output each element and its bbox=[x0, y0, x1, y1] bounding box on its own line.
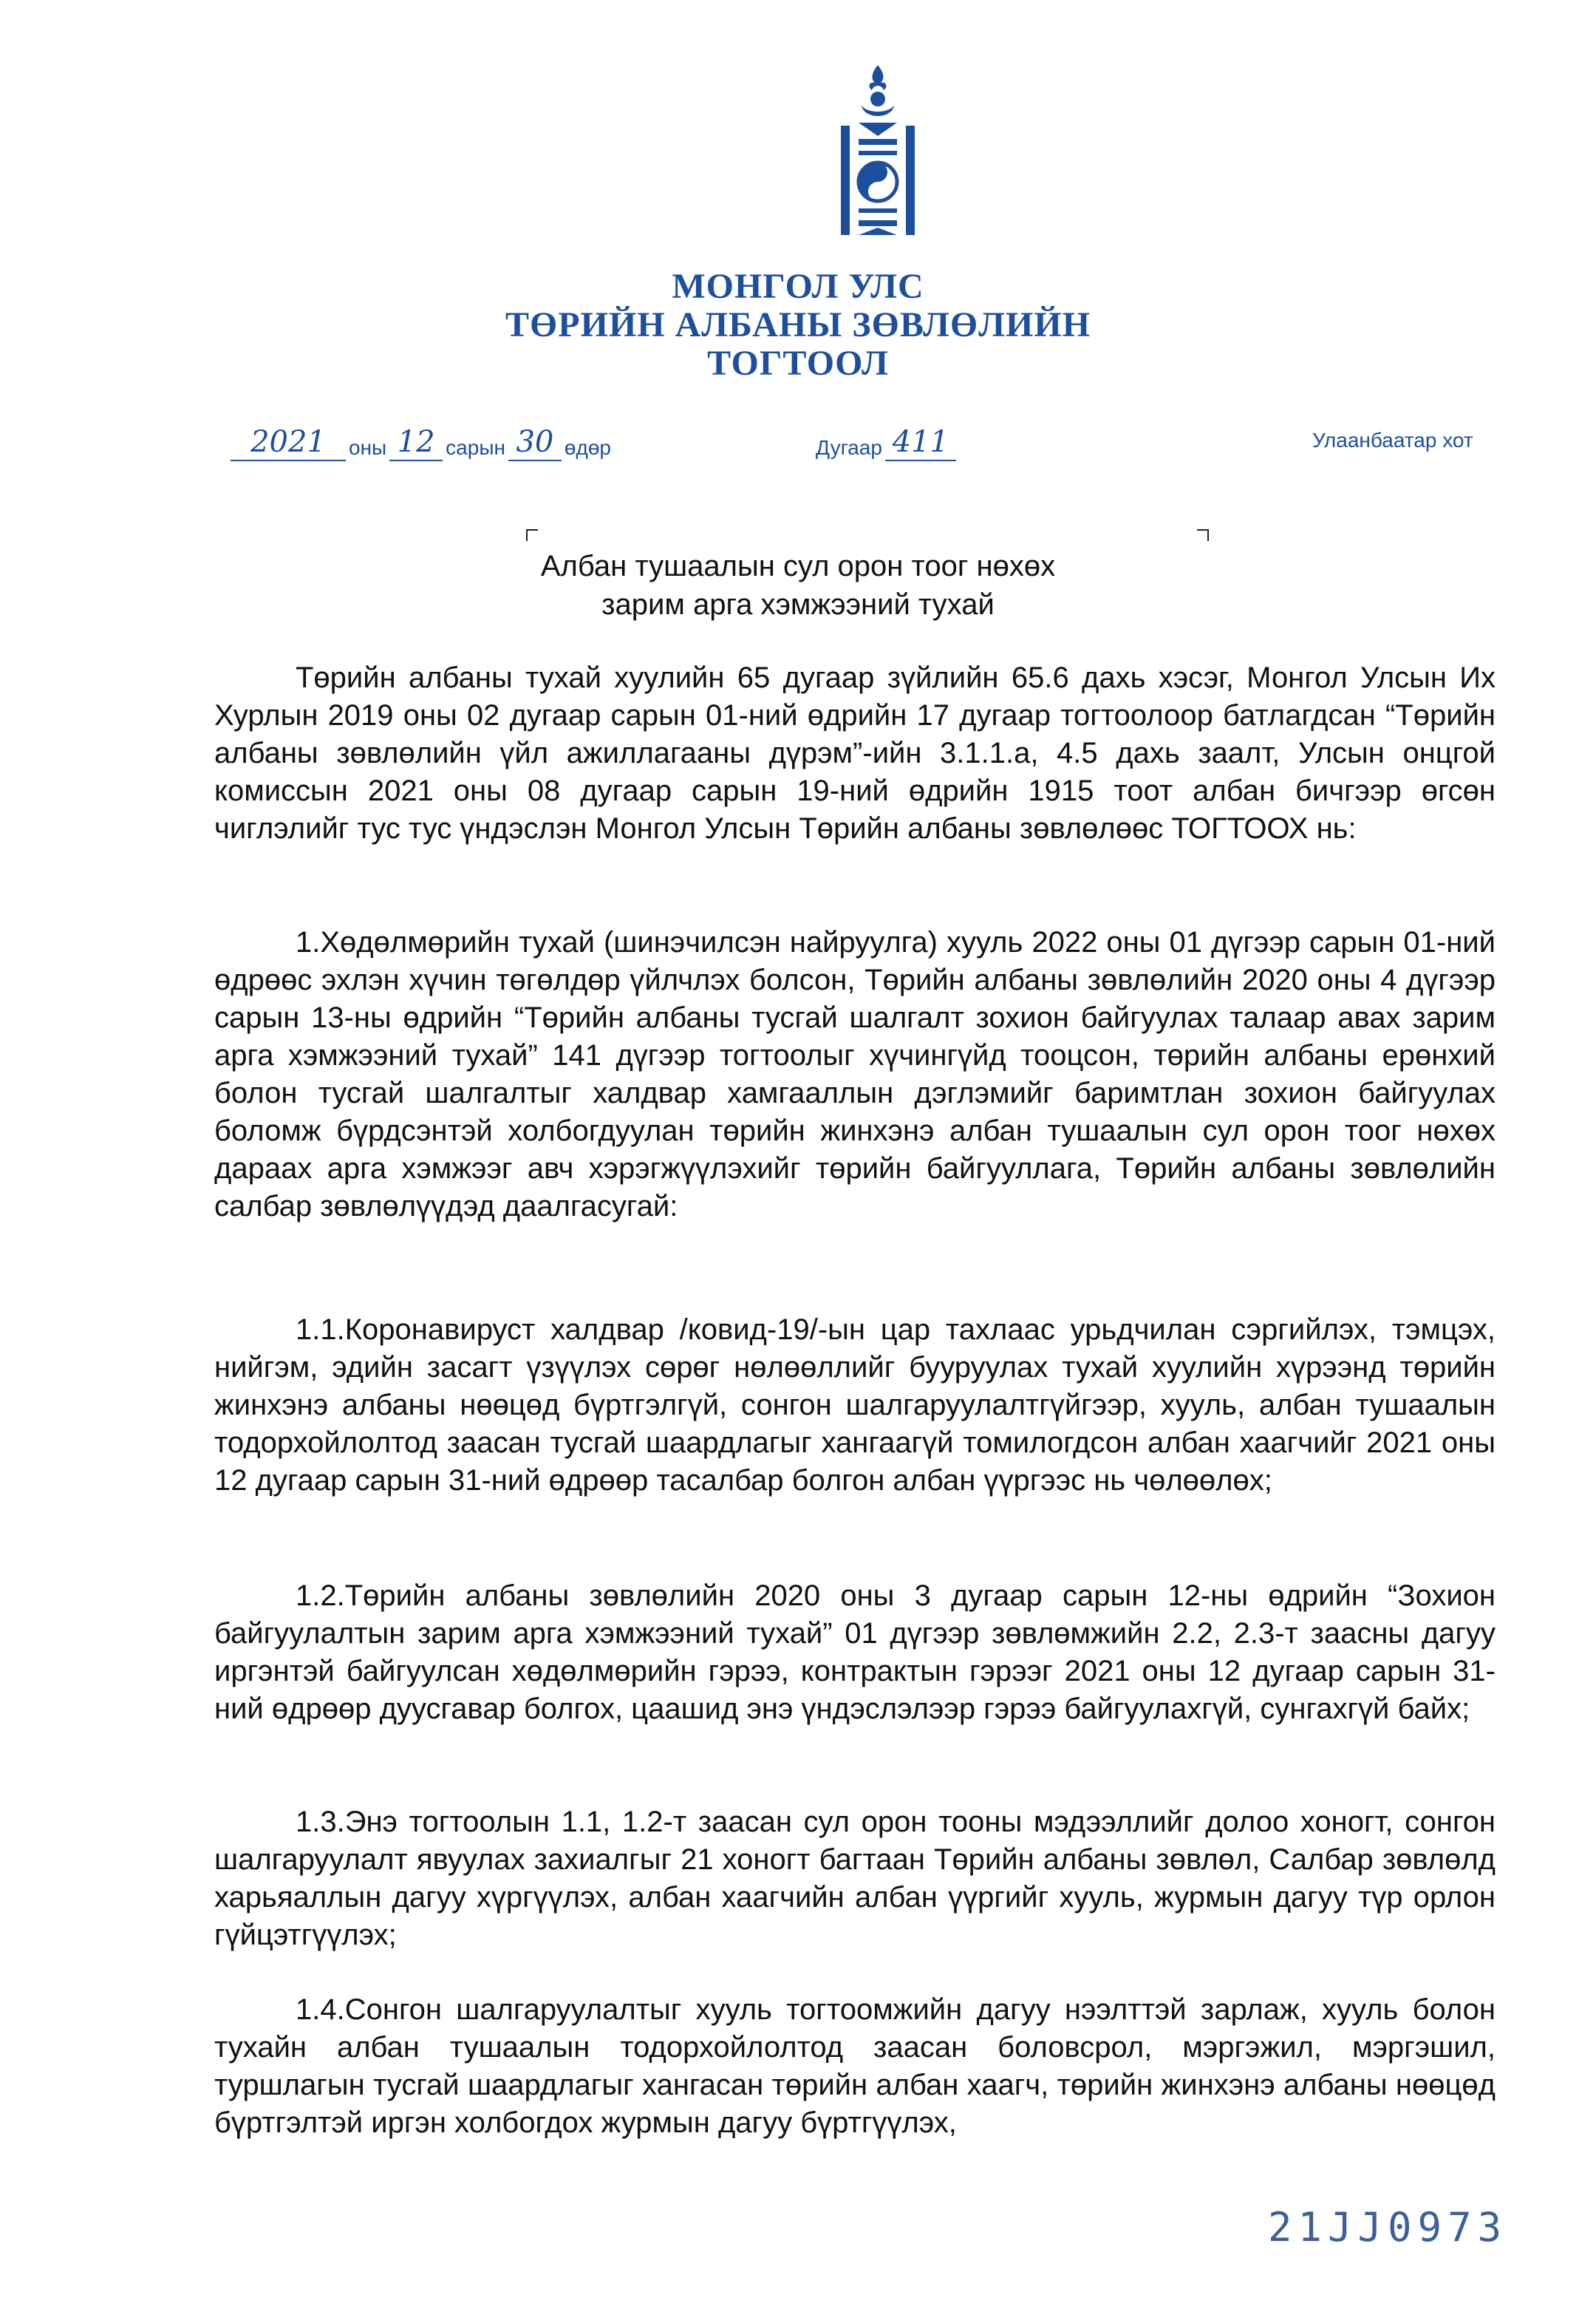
item-1-4-paragraph bbox=[214, 1991, 1496, 2142]
item-1-1-paragraph bbox=[214, 1311, 1496, 1500]
doc-number: 411 bbox=[885, 424, 956, 461]
document-title bbox=[0, 547, 1596, 624]
date-line bbox=[231, 424, 614, 461]
preamble-text: Төрийн албаны тухай хуулийн 65 дугаар зүйлийн 65.6 дахь хэсэг, Монгол Улсын Их Хурлын 2019 оны 02 дугаар сарын 01-ний өдрийн 17 дугаар тогтоолоор батлагдсан “Төрийн албаны зөвлөлийн үйл ажиллагааны дүрэм”-ийн 3.1.1.а, 4.5 дахь заалт, Улсын онцгой комиссын 2021 оны 08 дугаар сарын 19-ний өдрийн 1915 тоот албан бичгээр өгсөн чиглэлийг тус тус үндэслэн Монгол Улсын Төрийн албаны зөвлөлөөс ТОГТООХ нь: bbox=[214, 661, 1496, 845]
date-year: 2021 bbox=[231, 424, 346, 461]
number-line bbox=[813, 424, 956, 461]
day-label: өдөр bbox=[564, 436, 611, 459]
month-label: сарын bbox=[446, 436, 505, 459]
title-line-1: Албан тушаалын сул орон тоог нөхөх bbox=[540, 550, 1056, 582]
year-label: оны bbox=[349, 436, 387, 459]
header-country: МОНГОЛ УЛС bbox=[672, 267, 924, 306]
header-organization: ТӨРИЙН АЛБАНЫ ЗӨВЛӨЛИЙН bbox=[505, 305, 1091, 344]
number-label: Дугаар bbox=[816, 436, 882, 459]
preamble-paragraph bbox=[214, 659, 1496, 848]
item-1-2-paragraph bbox=[214, 1577, 1496, 1728]
title-corner-right bbox=[1197, 529, 1209, 541]
title-line-2: зарим арга хэмжээний тухай bbox=[601, 588, 995, 621]
item-1-text: 1.Хөдөлмөрийн тухай (шинэчилсэн найруулга) хууль 2022 оны 01 дүгээр сарын 01-ний өдрөөс эхлэн хүчин төгөлдөр үйлчлэх болсон, Төрийн албаны зөвлөлийн 2020 оны 4 дүгээр сарын 13-ны өдрийн “Төрийн албаны тусгай шалгалт зохион байгуулах талаар авах зарим арга хэмжээний тухай” 141 дүгээр тогтоолыг хүчингүйд тооцсон, төрийн албаны ерөнхий болон тусгай шалгалтыг халдвар хамгааллын дэглэмийг баримтлан зохион байгуулах боломж бүрдсэнтэй холбогдуулан төрийн жинхэнэ албан тушаалын сул орон тоог нөхөх дараах арга хэмжээг авч хэрэгжүүлэхийг төрийн байгууллага, Төрийн албаны зөвлөлийн салбар зөвлөлүүдэд даалгасугай: bbox=[214, 926, 1496, 1222]
item-1-3-paragraph bbox=[214, 1803, 1496, 1954]
date-month: 12 bbox=[389, 424, 443, 461]
item-1-3-text: 1.3.Энэ тогтоолын 1.1, 1.2-т заасан сул орон тооны мэдээллийг долоо хоногт, сонгон шалгаруулалт явуулах захиалгыг 21 хоногт багтаан Төрийн албаны зөвлөл, Салбар зөвлөлд харьяаллын дагуу хүргүүлэх, албан хаагчийн албан үүргийг хууль, журмын дагуу түр орлон гүйцэтгүүлэх; bbox=[214, 1806, 1496, 1951]
item-1-4-text: 1.4.Сонгон шалгаруулалтыг хууль тогтоомжийн дагуу нээлттэй зарлаж, хууль болон тухайн албан тушаалын тодорхойлолтод заасан боловсрол, мэргэжил, мэргэшил, туршлагын тусгай шаардлагыг хангасан төрийн албан хаагч, төрийн жинхэнэ албаны нөөцөд бүртгэлтэй иргэн холбогдох журмын дагуу бүртгүүлэх, bbox=[214, 1993, 1496, 2139]
title-corner-left bbox=[526, 529, 538, 541]
header-doc-type: ТОГТООЛ bbox=[707, 344, 889, 383]
soyombo-emblem bbox=[826, 64, 930, 238]
serial-stamp: 21JJ0973 bbox=[1268, 2204, 1508, 2251]
item-1-1-text: 1.1.Коронавируст халдвар /ковид-19/-ын цар тахлаас урьдчилан сэргийлэх, тэмцэх, нийгэм, эдийн засагт үзүүлэх сөрөг нөлөөллийг бууруулах тухай хуулийн хүрээнд төрийн жинхэнэ албаны нөөцөд бүртгэлгүй, сонгон шалгаруулалтгүйгээр, хууль, албан тушаалын тодорхойлолтод заасан тусгай шаардлагыг хангаагүй томилогдсон албан хаагчийг 2021 оны 12 дугаар сарын 31-ний өдрөөр тасалбар болгон албан үүргээс нь чөлөөлөх; bbox=[214, 1313, 1496, 1497]
item-1-2-text: 1.2.Төрийн албаны зөвлөлийн 2020 оны 3 дугаар сарын 12-ны өдрийн “Зохион байгуулалтын зарим арга хэмжээний тухай” 01 дүгээр зөвлөмжийн 2.2, 2.3-т заасны дагуу иргэнтэй байгуулсан хөдөлмөрийн гэрээ, контрактын гэрээг 2021 оны 12 дугаар сарын 31-ний өдрөөр дуусгавар болгох, цаашид энэ үндэслэлээр гэрээ байгуулахгүй, сунгахгүй байх; bbox=[214, 1579, 1496, 1725]
item-1-paragraph bbox=[214, 924, 1496, 1225]
place: Улаанбаатар хот bbox=[1312, 429, 1473, 452]
date-day: 30 bbox=[508, 424, 562, 461]
